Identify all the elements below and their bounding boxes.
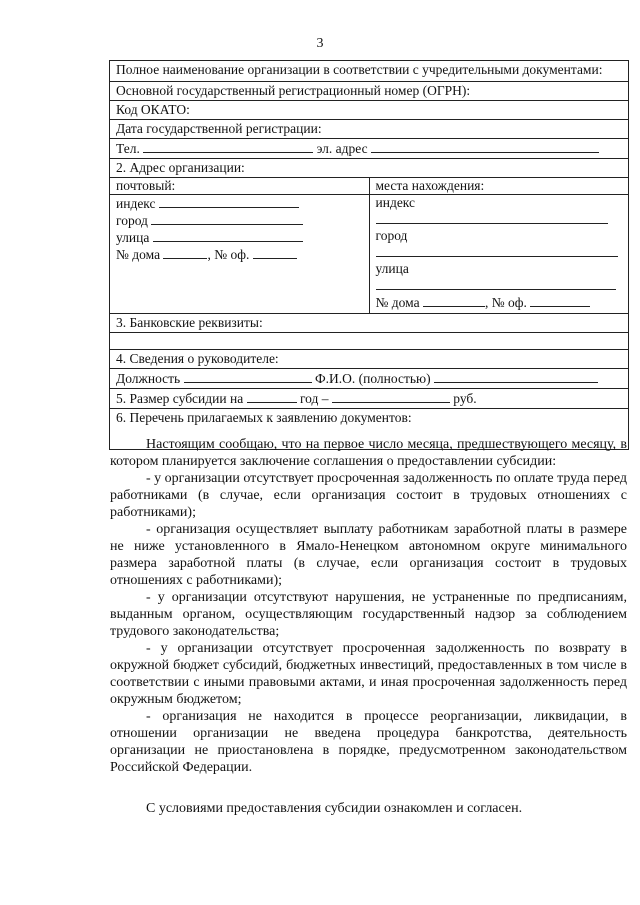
org-full-name-row: [110, 61, 628, 82]
postal-index-line[interactable]: [159, 195, 299, 208]
head-title: 4. Сведения о руководителе:: [116, 351, 279, 366]
declaration-text: [110, 436, 627, 817]
org-full-name-label: Полное наименование организации в соответствии с учредительными документами:: [116, 62, 603, 77]
fio-line[interactable]: [434, 370, 598, 383]
postal-address-column: [110, 178, 369, 313]
location-city-line[interactable]: [376, 244, 618, 257]
bank-title: 3. Банковские реквизиты:: [116, 315, 263, 330]
condition-item-5: - организация не находится в процессе реорганизации, ликвидации, в отношении организации не введена процедура банкротства, деятельность организации не приостановлена в порядке, предусмотренном законодательством Российской Федерации.: [110, 709, 627, 775]
condition-item-3: - у организации отсутствуют нарушения, не устраненные по предписаниям, выданным органом, осуществляющим государственный надзор за соблюдением трудового законодательства;: [110, 590, 627, 639]
ogrn-label: Основной государственный регистрационный номер (ОГРН):: [116, 83, 471, 98]
fio-label: Ф.И.О. (полностью): [314, 371, 431, 386]
bank-blank-row[interactable]: [110, 333, 628, 350]
postal-office-line[interactable]: [253, 246, 297, 259]
postal-header: почтовый:: [110, 178, 369, 195]
postal-house-line[interactable]: [163, 246, 207, 259]
location-header: места нахождения:: [370, 178, 629, 195]
subsidy-unit: руб.: [453, 391, 477, 406]
condition-item-4: - у организации отсутствует просроченная задолженность по возврату в окружной бюджет субсидий, бюджетных инвестиций, предоставленных в том числе в соответствии с иными правовыми актами, и иная просроченная задолженность перед окружным бюджетом;: [110, 641, 627, 707]
application-form-table: [109, 60, 629, 450]
ogrn-row: [110, 82, 628, 101]
head-title-row: [110, 350, 628, 369]
location-house-label: № дома: [375, 295, 420, 310]
closing-statement: С условиями предоставления субсидии ознакомлен и согласен.: [146, 801, 523, 816]
address-title: 2. Адрес организации:: [116, 160, 245, 175]
position-label: Должность: [116, 371, 181, 386]
location-index-label: индекс: [375, 195, 416, 210]
subsidy-prefix: 5. Размер субсидии на: [116, 391, 244, 406]
location-office-label: , № оф.: [484, 295, 527, 310]
okato-label: Код ОКАТО:: [116, 102, 190, 117]
subsidy-year-line[interactable]: [247, 390, 297, 403]
postal-office-label: , № оф.: [207, 247, 250, 262]
address-columns: [110, 178, 628, 314]
postal-index-label: индекс: [116, 196, 156, 211]
email-field-line[interactable]: [371, 140, 599, 153]
subsidy-row: [110, 389, 628, 409]
location-street-line[interactable]: [376, 277, 616, 290]
okato-row: [110, 101, 628, 120]
bank-title-row: [110, 314, 628, 333]
location-office-line[interactable]: [530, 294, 590, 307]
location-address-column: [369, 178, 629, 313]
subsidy-amount-line[interactable]: [332, 390, 450, 403]
intro-paragraph: Настоящим сообщаю, что на первое число месяца, предшествующего месяцу, в котором планируется заключение соглашения о предоставлении субсидии:: [110, 437, 627, 469]
email-label: эл. адрес: [316, 141, 368, 156]
reg-date-label: Дата государственной регистрации:: [116, 121, 322, 136]
location-index-line[interactable]: [376, 211, 608, 224]
contacts-row: [110, 139, 628, 159]
docs-title: 6. Перечень прилагаемых к заявлению документов:: [116, 410, 412, 425]
phone-field-line[interactable]: [143, 140, 313, 153]
location-house-line[interactable]: [423, 294, 485, 307]
postal-city-label: город: [116, 213, 148, 228]
postal-street-label: улица: [116, 230, 150, 245]
location-city-label: город: [375, 228, 408, 243]
phone-label: Тел.: [116, 141, 140, 156]
position-line[interactable]: [184, 370, 312, 383]
head-details-row: [110, 369, 628, 389]
subsidy-year-label: год –: [299, 391, 329, 406]
postal-street-line[interactable]: [153, 229, 303, 242]
address-title-row: [110, 159, 628, 178]
postal-house-label: № дома: [116, 247, 161, 262]
condition-item-1: - у организации отсутствует просроченная задолженность по оплате труда перед работниками (в случае, если организация состоит в трудовых отношениях с работниками);: [110, 471, 627, 520]
location-street-label: улица: [375, 261, 409, 276]
postal-city-line[interactable]: [151, 212, 303, 225]
condition-item-2: - организация осуществляет выплату работникам заработной платы в размере не ниже установленного в Ямало-Ненецком автономном округе минимального размера заработной платы (в случае, если организация состоит в трудовых отношениях с работниками);: [110, 522, 627, 588]
reg-date-row: [110, 120, 628, 139]
page-number: 3: [316, 36, 324, 51]
